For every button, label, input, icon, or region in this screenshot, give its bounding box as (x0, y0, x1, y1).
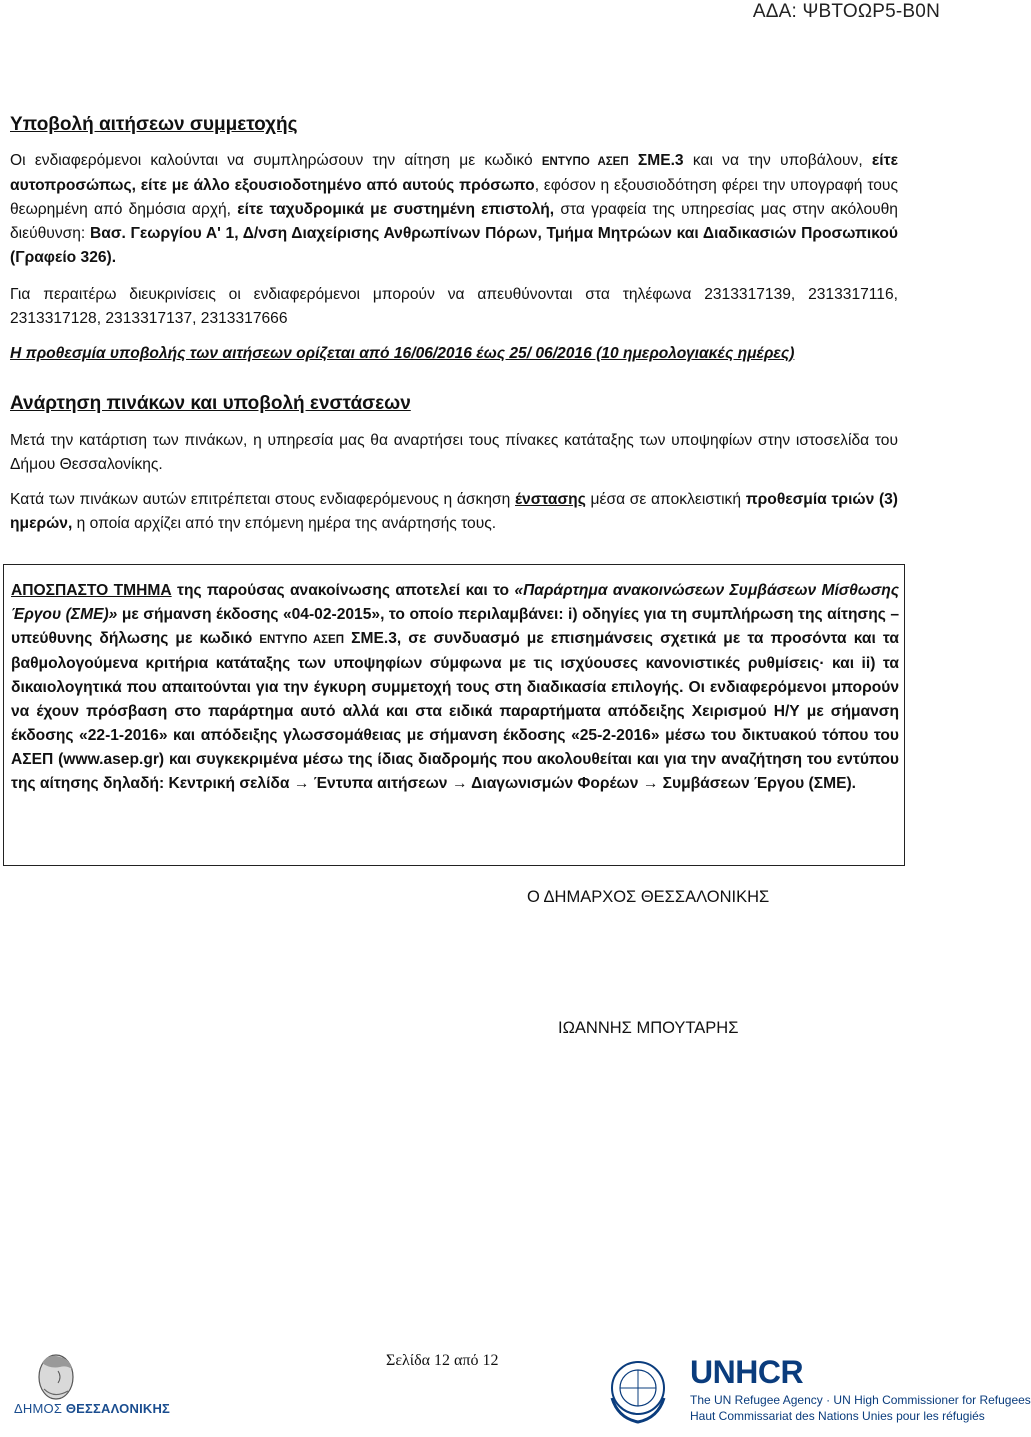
ada-code: ΑΔΑ: ΨΒΤΟΩΡ5-Β0Ν (752, 1, 940, 22)
signature-name: ΙΩΑΝΝΗΣ ΜΠΟΥΤΑΡΗΣ (558, 1019, 739, 1037)
unhcr-tagline-fr: Haut Commissariat des Nations Unies pour les réfugiés (690, 1409, 985, 1423)
unhcr-tagline-en: The UN Refugee Agency · UN High Commissioner for Refugees (690, 1393, 1031, 1407)
paragraph-objections: Κατά των πινάκων αυτών επιτρέπεται στους ενδιαφερόμενους η άσκηση ένστασης μέσα σε αποκλειστική προθεσμία τριών (3) ημερών, η οποία αρχίζει από την επόμενη ημέρα της ανάρτησής τους. (10, 491, 899, 532)
paragraph-posting-tables: Μετά την κατάρτιση των πινάκων, η υπηρεσία μας θα αναρτήσει τους πίνακες κατάταξης των υποψηφίων στην ιστοσελίδα του Δήμου Θεσσαλονίκης. (10, 432, 898, 473)
un-emblem-icon (612, 1362, 664, 1422)
paragraph-submission: Οι ενδιαφερόμενοι καλούνται να συμπληρώσουν την αίτηση με κωδικό ΕΝΤΥΠΟ ΑΣΕΠ ΣΜΕ.3 και να την υποβάλουν, είτε αυτοπροσώπως, είτε με άλλο εξουσιοδοτημένο από αυτούς πρόσωπο, εφόσον η εξουσιοδότηση φέρει την υπογραφή τους θεωρημένη από δημόσια αρχή, είτε ταχυδρομικά με συστημένη επιστολή, στα γραφεία της υπηρεσίας μας στην ακόλουθη διεύθυνση: Βασ. Γεωργίου Α' 1, Δ/νση Διαχείρισης Ανθρωπίνων Πόρων, Τμήμα Μητρώων και Διαδικασιών Προσωπικού (Γραφείο 326). (10, 152, 898, 266)
section-title-applications: Υποβολή αιτήσεων συμμετοχής (10, 114, 298, 135)
annex-notice-text: ΑΠΟΣΠΑΣΤΟ ΤΜΗΜΑ της παρούσας ανακοίνωσης αποτελεί και το «Παράρτημα ανακοινώσεων Συμβάσεων Μίσθωσης Έργου (ΣΜΕ)» με σήμανση έκδοσης «04-02-2015», το οποίο περιλαμβάνει: i) οδηγίες για τη συμπλήρωση της αίτησης – υπεύθυνης δήλωσης με κωδικό ΕΝΤΥΠΟ ΑΣΕΠ ΣΜΕ.3, σε συνδυασμό με επισημάνσεις σχετικά με τα προσόντα και τα βαθμολογούμενα κριτήρια κατάταξης των υποψηφίων σύμφωνα με τις ισχύουσες κανονιστικές ρυθμίσεις· και ii) τα δικαιολογητικά που απαιτούνται για την έγκυρη συμμετοχή τους στη διαδικασία επιλογής. Οι ενδιαφερόμενοι μπορούν να έχουν πρόσβαση στο παράρτημα αυτό αλλά και στα ειδικά παραρτήματα απόδειξης Χειρισμού Η/Υ με σήμανση έκδοσης «22-1-2016» και απόδειξης γλωσσομάθειας με σήμανση έκδοσης «25-2-2016» μέσω του δικτυακού τόπου του ΑΣΕΠ (www.asep.gr) και συγκεκριμένα μέσω της ίδιας διαδρομής που ακολουθείται και για την αναζήτηση του εντύπου της αίτησης δηλαδή: Κεντρική σελίδα → Έντυπα αιτήσεων → Διαγωνισμών Φορέων → Συμβάσεων Έργου (ΣΜΕ). (11, 582, 900, 792)
dimos-thessaloniki-logo (14, 1349, 194, 1429)
paragraph-deadline: Η προθεσμία υποβολής των αιτήσεων ορίζεται από 16/06/2016 έως 25/ 06/2016 (10 ημερολογιακές ημέρες) (10, 345, 795, 362)
arrow-icon: → (642, 775, 659, 792)
arrow-icon: → (451, 775, 468, 792)
arrow-icon: → (293, 775, 310, 792)
paragraph-contact-phones: Για περαιτέρω διευκρινίσεις οι ενδιαφερόμενοι μπορούν να απευθύνονται στα τηλέφωνα 2313317139, 2313317116, 2313317128, 2313317137, 2313317666 (10, 286, 898, 327)
dimos-logo-text: ΔΗΜΟΣ ΘΕΣΣΑΛΟΝΙΚΗΣ (14, 1401, 171, 1416)
alexander-head-icon (39, 1355, 73, 1399)
signature-title: Ο ΔΗΜΑΡΧΟΣ ΘΕΣΣΑΛΟΝΙΚΗΣ (527, 888, 770, 906)
annex-notice-box (3, 564, 905, 866)
page-number: Σελίδα 12 από 12 (386, 1352, 499, 1369)
unhcr-wordmark: UNHCR (690, 1354, 804, 1390)
section-title-objections: Ανάρτηση πινάκων και υποβολή ενστάσεων (10, 393, 411, 414)
